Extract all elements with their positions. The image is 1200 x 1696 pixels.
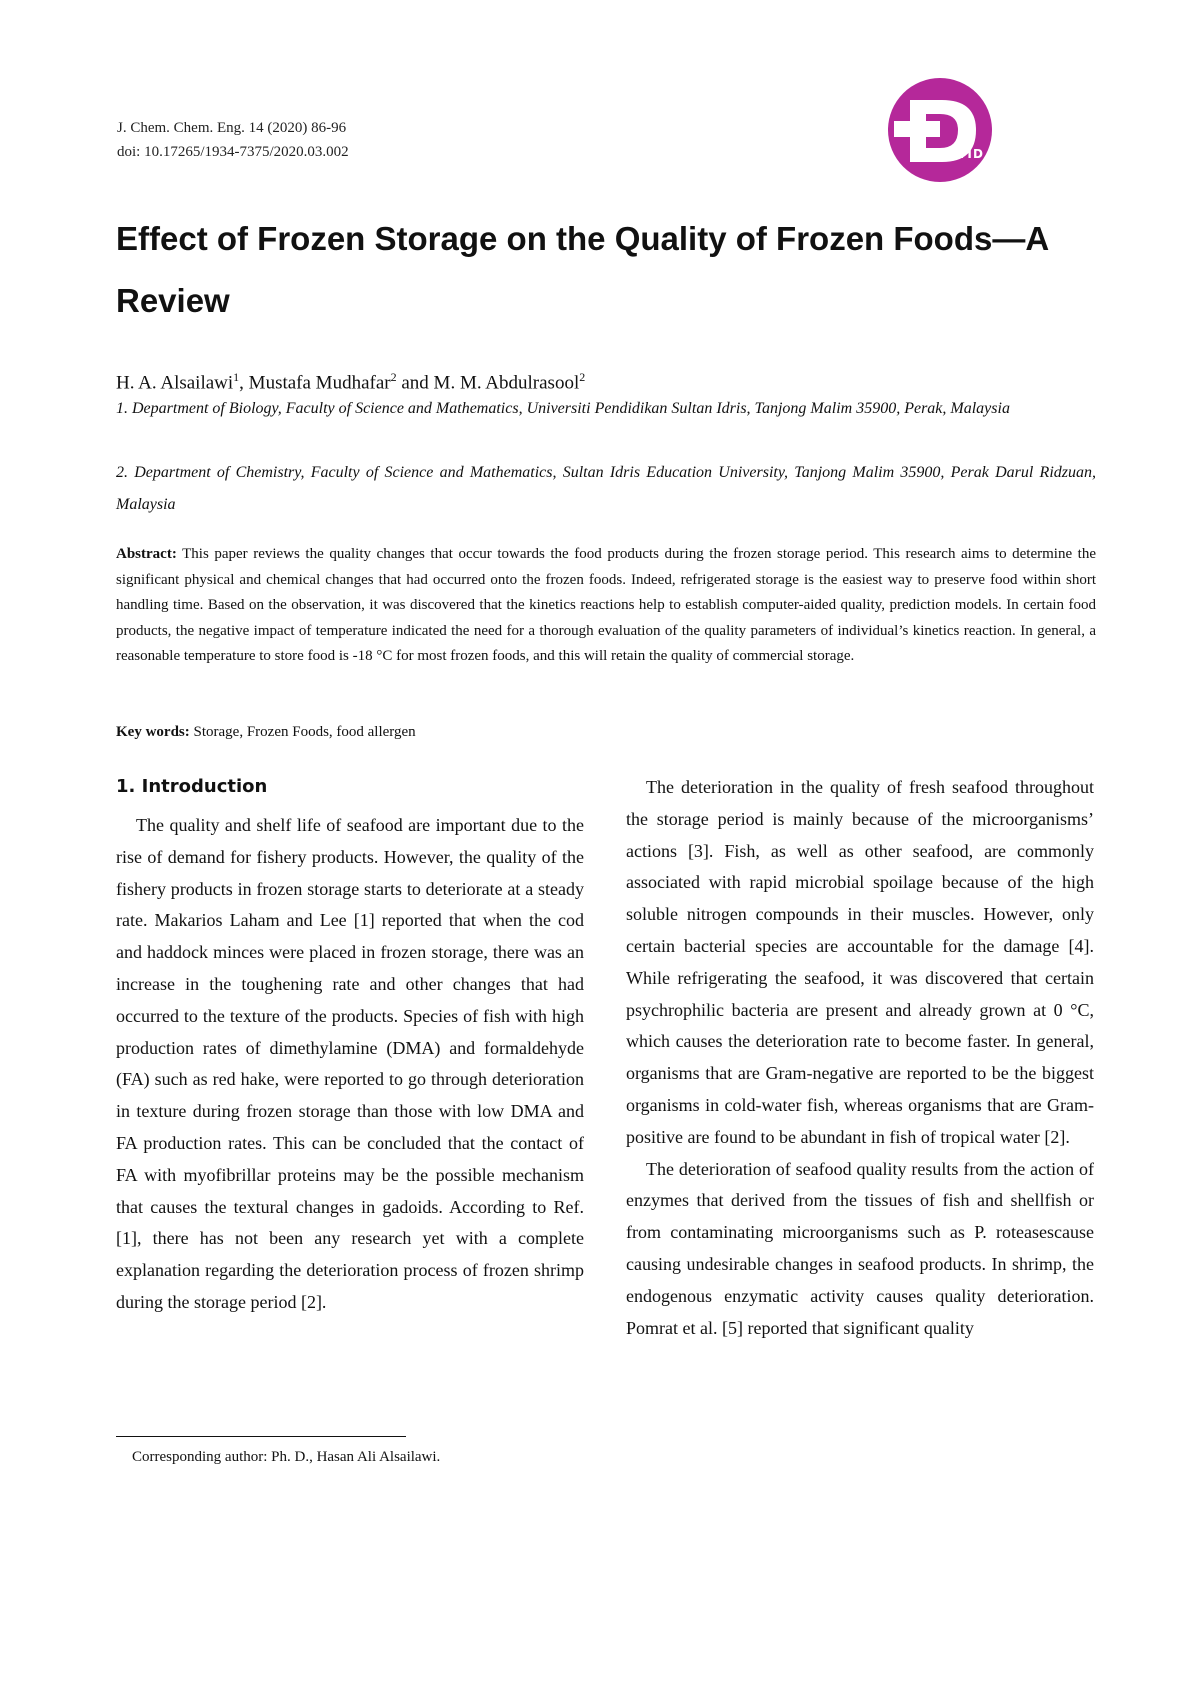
body-paragraph: The quality and shelf life of seafood are important due to the rise of demand for fishery products. However, the quality of the fishery products in frozen storage starts to deteriorate at a steady rate. Makarios Laham and Lee [1] reported that when the cod and haddock minces were placed in frozen storage, there was an increase in the toughening rate and other changes that had occurred to the texture of the products. Species of fish with high production rates of dimethylamine (DMA) and formaldehyde (FA) such as red hake, were reported to go through deterioration in texture during frozen storage than those with low DMA and FA production rates. This can be concluded that the contact of FA with myofibrillar proteins may be the possible mechanism that causes the textural changes in gadoids. According to Ref. [1], there has not been any research yet with a complete explanation regarding the deterioration process of frozen shrimp during the storage period [2]. (116, 815, 584, 1312)
abstract-text: This paper reviews the quality changes that occur towards the food products during the frozen storage period. This research aims to determine the significant physical and chemical changes that had occurred onto the frozen foods. Indeed, refrigerated storage is the easiest way to preserve food within short handling time. Based on the observation, it was discovered that the kinetics reactions help to establish computer-aided quality, prediction models. In certain food products, the negative impact of temperature indicated the need for a thorough evaluation of the quality parameters of individual’s kinetics reaction. In general, a reasonable temperature to store food is -18 °C for most frozen foods, and this will retain the quality of commercial storage. (116, 546, 1096, 665)
author-name: Mustafa Mudhafar (248, 372, 391, 394)
section-heading-introduction: 1. Introduction (116, 776, 268, 797)
author-name: H. A. Alsailawi (116, 372, 234, 394)
author-separator: and (396, 372, 434, 394)
svg-text:DAVID: DAVID (936, 147, 985, 161)
keywords (116, 720, 1096, 744)
author-name: M. M. Abdulrasool (433, 372, 580, 394)
keywords-label: Key words: (116, 724, 190, 740)
author-list (116, 364, 1096, 396)
affiliation-marker: 2 (579, 370, 586, 384)
abstract-label: Abstract: (116, 546, 177, 562)
logo-graphic (880, 78, 1100, 188)
david-publishing-logo (880, 78, 1100, 188)
journal-doi: doi: 10.17265/1934-7375/2020.03.002 (117, 144, 349, 160)
author-separator: , (239, 372, 249, 394)
keywords-text: Storage, Frozen Foods, food allergen (193, 724, 416, 740)
body-paragraph: The deterioration of seafood quality results from the action of enzymes that derived from the tissues of fish and shellfish or from contaminating microorganisms such as P. roteasescause causing undesirable changes in seafood products. In shrimp, the endogenous enzymatic activity causes quality deterioration. Pomrat et al. [5] reported that significant quality (626, 1158, 1094, 1338)
left-column (116, 774, 584, 1319)
affiliation-marker: 2 (390, 370, 397, 384)
journal-meta (117, 116, 349, 164)
footnote-divider (116, 1436, 406, 1437)
affiliation-marker: 1 (233, 370, 240, 384)
abstract (116, 542, 1096, 670)
body-paragraph: The deterioration in the quality of fresh seafood throughout the storage period is mainly because of the microorganisms’ actions [3]. Fish, as well as other seafood, are commonly associated with rapid microbial spoilage because of the high soluble nitrogen compounds in their muscles. However, only certain bacterial species are accountable for the damage [4]. While refrigerating the seafood, it was discovered that certain psychrophilic bacteria are present and already grown at 0 °C, which causes the deterioration rate to become faster. In general, organisms that are Gram-negative are reported to be the biggest organisms in cold-water fish, whereas organisms that are Gram-positive are found to be abundant in fish of tropical water [2]. (626, 777, 1094, 1147)
paper-title: Effect of Frozen Storage on the Quality of Frozen Foods—A Review (116, 220, 1048, 319)
right-column (626, 772, 1094, 1344)
journal-citation: J. Chem. Chem. Eng. 14 (2020) 86-96 (117, 120, 347, 136)
corresponding-author-footnote: Corresponding author: Ph. D., Hasan Ali Alsailawi. (132, 1449, 441, 1465)
affiliation-2: 2. Department of Chemistry, Faculty of Science and Mathematics, Sultan Idris Education University, Tanjong Malim 35900, Perak Darul Ridzuan, Malaysia (116, 464, 1096, 513)
affiliation-1: 1. Department of Biology, Faculty of Science and Mathematics, Universiti Pendidikan Sultan Idris, Tanjong Malim 35900, Perak, Malaysia (116, 400, 1010, 417)
